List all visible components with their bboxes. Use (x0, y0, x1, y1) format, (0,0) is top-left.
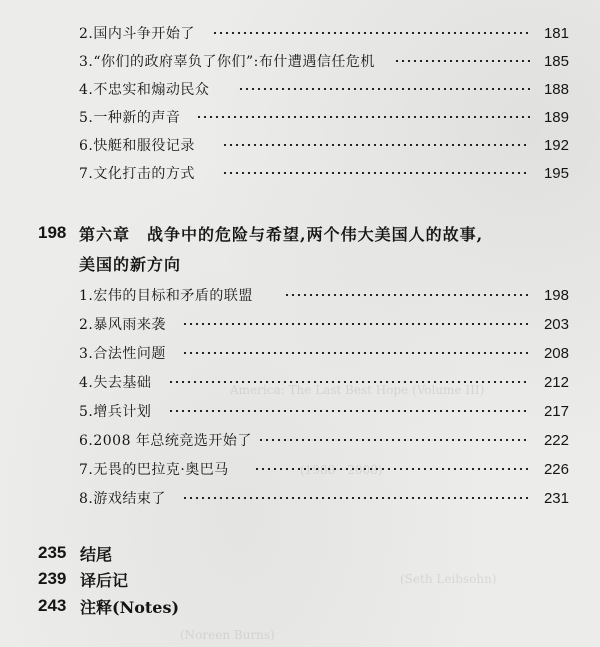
section-title: 7.无畏的巴拉克·奥巴马 (79, 462, 229, 478)
dot-leader (196, 116, 530, 118)
section-title: 7.文化打击的方式 (79, 166, 195, 182)
dot-leader (168, 410, 530, 412)
toc-entry[interactable] (0, 132, 600, 158)
back-matter-title: 结尾 (80, 544, 113, 564)
toc-entry[interactable] (0, 340, 600, 366)
page-number: 189 (543, 108, 569, 126)
section-title: 3.合法性问题 (79, 346, 166, 362)
bleed-through-text: (Noreen Burns) (180, 628, 275, 642)
chapter-title-line2: 美国的新方向 (79, 254, 182, 274)
page-number: 222 (543, 431, 569, 449)
section-title: 5.增兵计划 (79, 404, 152, 420)
page-number: 208 (543, 344, 569, 362)
toc-entry[interactable] (0, 48, 600, 74)
section-title: 3.“你们的政府辜负了你们”:布什遭遇信任危机 (79, 54, 375, 70)
toc-entry[interactable] (0, 160, 600, 186)
section-title: 2.暴风雨来袭 (79, 317, 166, 333)
dot-leader (168, 381, 530, 383)
dot-leader (222, 172, 530, 174)
page-number: 231 (543, 489, 569, 507)
page-number: 212 (543, 373, 569, 391)
chapter-heading[interactable] (0, 220, 600, 246)
page-number: 203 (543, 315, 569, 333)
back-matter-title: 译后记 (80, 570, 129, 590)
bleed-through-text: (1988－2008) (300, 463, 383, 477)
bleed-through-text: (Seth Leibsohn) (400, 572, 497, 586)
page-number: 226 (543, 460, 569, 478)
page-number: 185 (543, 52, 569, 70)
toc-entry[interactable] (0, 76, 600, 102)
dot-leader (284, 294, 530, 296)
back-matter-entry[interactable] (0, 540, 600, 566)
toc-entry[interactable] (0, 282, 600, 308)
dot-leader (238, 88, 530, 90)
back-matter-title: 注释(Notes) (80, 597, 180, 617)
chapter-page-number: 198 (38, 223, 67, 242)
toc-entry[interactable] (0, 369, 600, 395)
section-title: 2.国内斗争开始了 (79, 26, 195, 42)
back-matter-page: 235 (38, 543, 67, 562)
page-number: 188 (543, 80, 569, 98)
section-title: 6.快艇和服役记录 (79, 138, 195, 154)
toc-entry[interactable] (0, 427, 600, 453)
page-number: 217 (543, 402, 569, 420)
chapter-title: 第六章 战争中的危险与希望,两个伟大美国人的故事, (79, 224, 484, 244)
chapter-heading-continued (0, 250, 600, 276)
toc-entry[interactable] (0, 311, 600, 337)
toc-entry[interactable] (0, 104, 600, 130)
section-title: 4.不忠实和煽动民众 (79, 82, 210, 98)
section-title: 5.一种新的声音 (79, 110, 181, 126)
page-number: 192 (543, 136, 569, 154)
page-number: 181 (543, 24, 569, 42)
dot-leader (212, 32, 530, 34)
page-number: 195 (543, 164, 569, 182)
back-matter-page: 239 (38, 569, 67, 588)
section-title: 8.游戏结束了 (79, 491, 166, 507)
back-matter-page: 243 (38, 596, 67, 615)
dot-leader (254, 468, 530, 470)
section-title: 6.2008 年总统竞选开始了 (79, 433, 252, 449)
toc-entry[interactable] (0, 20, 600, 46)
toc-entry[interactable] (0, 398, 600, 424)
section-title: 1.宏伟的目标和矛盾的联盟 (79, 288, 253, 304)
dot-leader (258, 439, 530, 441)
dot-leader (182, 352, 530, 354)
back-matter-entry[interactable] (0, 593, 600, 619)
back-matter-entry[interactable] (0, 566, 600, 592)
page-number: 198 (543, 286, 569, 304)
dot-leader (394, 60, 530, 62)
section-title: 4.失去基础 (79, 375, 152, 391)
toc-entry[interactable] (0, 456, 600, 482)
dot-leader (182, 497, 530, 499)
bleed-through-text: America: The Last Best Hope (Volume III) (230, 383, 485, 397)
dot-leader (182, 323, 530, 325)
toc-entry[interactable] (0, 485, 600, 511)
dot-leader (222, 144, 530, 146)
